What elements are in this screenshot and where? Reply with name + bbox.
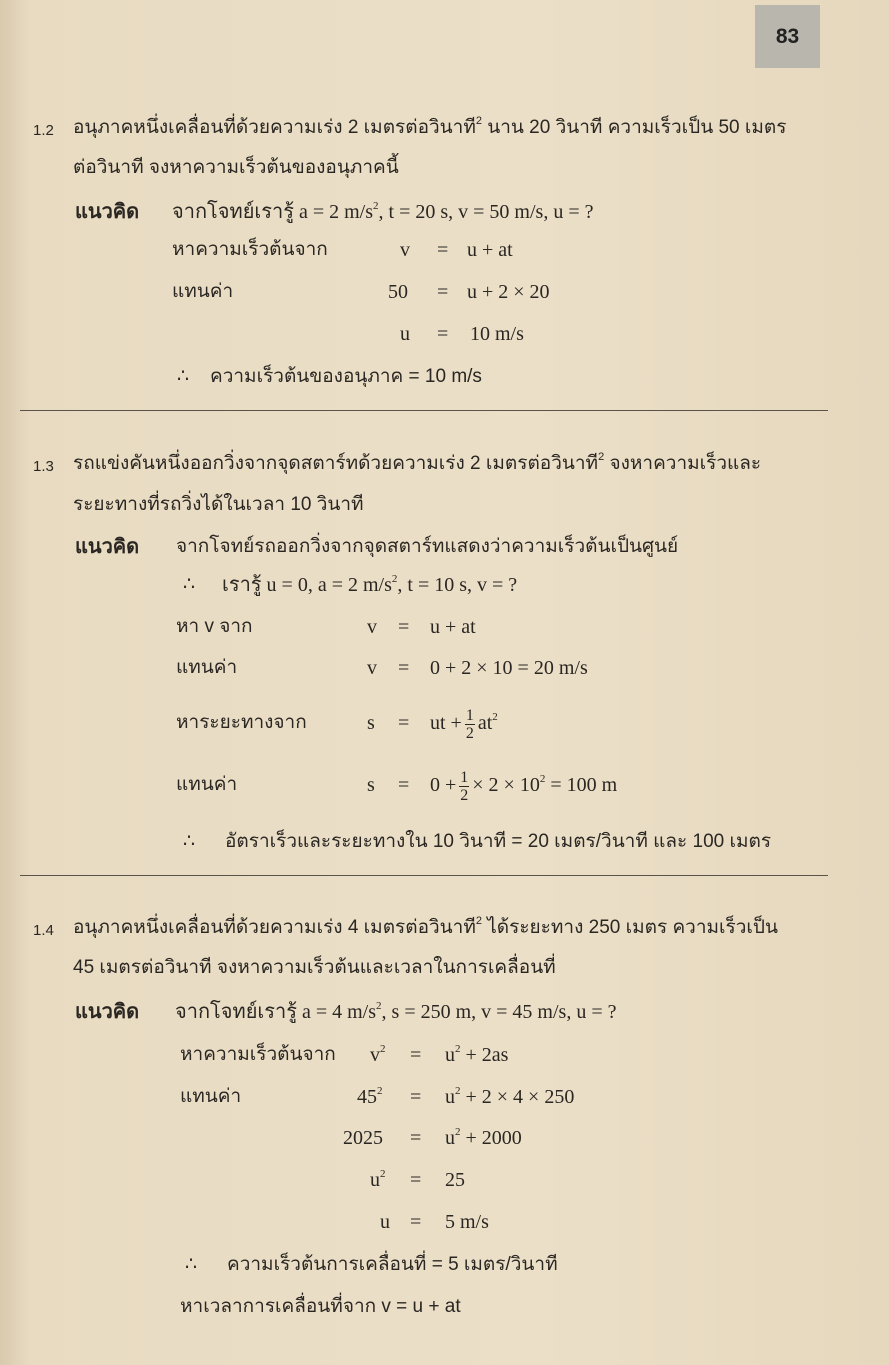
equation-rhs	[445, 1126, 522, 1150]
text: × 2 × 10	[472, 774, 540, 796]
superscript: 2	[455, 1043, 461, 1055]
step-label: หาความเร็วต้นจาก	[180, 1044, 336, 1065]
text: จงหาความเร็วและ	[604, 453, 762, 474]
text: , t = 10 s, v = ?	[397, 574, 518, 596]
fraction-one-half	[465, 707, 475, 742]
superscript: 2	[475, 115, 482, 127]
superscript: 2	[376, 1000, 382, 1012]
denominator: 2	[460, 786, 469, 804]
text: 45	[357, 1086, 377, 1108]
text: + 2as	[460, 1044, 509, 1066]
equation-rhs: 25	[445, 1169, 465, 1191]
superscript: 2	[455, 1126, 461, 1138]
equation-lhs: s	[367, 712, 375, 734]
superscript: 2	[377, 1085, 383, 1097]
step-label: หาความเร็วต้นจาก	[172, 239, 328, 260]
equation-rhs: 10 m/s	[470, 323, 524, 345]
step-label: แทนค่า	[176, 774, 238, 795]
text: จากโจทย์เรารู้ a = 2 m/s	[172, 201, 374, 223]
equation-lhs: 2025	[343, 1127, 383, 1149]
equals-sign: =	[398, 712, 410, 734]
equation-lhs	[357, 1085, 383, 1109]
problem-statement-line2: ต่อวินาที จงหาความเร็วต้นของอนุภาคนี้	[73, 157, 399, 178]
equals-sign: =	[437, 323, 449, 345]
equation-lhs: 50	[388, 281, 408, 303]
given-values	[172, 200, 593, 224]
superscript: 2	[373, 200, 379, 212]
equals-sign: =	[398, 657, 410, 679]
text: u	[445, 1127, 455, 1149]
equation-rhs	[430, 761, 617, 809]
text: , s = 250 m, v = 45 m/s, u = ?	[381, 1001, 617, 1023]
step-label: หาระยะทางจาก	[176, 712, 307, 733]
equals-sign: =	[410, 1127, 422, 1149]
text: = 100 m	[545, 774, 618, 796]
solution-label: แนวคิด	[75, 536, 140, 558]
page-number: 83	[755, 5, 820, 68]
solution-label: แนวคิด	[75, 1001, 140, 1023]
text: อนุภาคหนึ่งเคลื่อนที่ด้วยความเร่ง 4 เมตรต่อวินาที	[73, 917, 476, 938]
therefore-symbol: ∴	[183, 831, 196, 852]
text: ได้ระยะทาง 250 เมตร ความเร็วเป็น	[481, 917, 778, 938]
superscript: 2	[380, 1168, 386, 1180]
equation-rhs: 5 m/s	[445, 1211, 489, 1233]
equation-lhs: v	[400, 239, 410, 261]
text: ut +	[430, 712, 462, 734]
superscript: 2	[391, 573, 398, 585]
numerator: 1	[460, 768, 469, 786]
text: at	[477, 712, 493, 734]
superscript: 2	[598, 451, 605, 463]
superscript: 2	[539, 773, 546, 785]
equals-sign: =	[410, 1044, 422, 1066]
equals-sign: =	[398, 616, 410, 638]
equation-lhs: s	[367, 774, 375, 796]
therefore-symbol: ∴	[177, 366, 190, 387]
text: u	[445, 1044, 455, 1066]
equals-sign: =	[437, 239, 449, 261]
equation-rhs	[445, 1043, 508, 1067]
text: นาน 20 วินาที ความเร็วเป็น 50 เมตร	[481, 117, 787, 138]
time-step-line: หาเวลาการเคลื่อนที่จาก v = u + at	[180, 1296, 461, 1317]
fraction-one-half	[459, 769, 469, 804]
given-values	[175, 1000, 616, 1024]
equation-lhs: v	[367, 657, 377, 679]
superscript: 2	[492, 711, 498, 723]
equation-rhs: u + 2 × 20	[467, 281, 550, 303]
step-label: แทนค่า	[172, 281, 234, 302]
problem-number: 1.3	[33, 458, 54, 475]
equals-sign: =	[410, 1211, 422, 1233]
step-label: หา v จาก	[176, 616, 253, 637]
text: รถแข่งคันหนึ่งออกวิ่งจากจุดสตาร์ทด้วยความเร่ง 2 เมตรต่อวินาที	[73, 453, 599, 474]
text: v	[370, 1044, 380, 1066]
conclusion: ความเร็วต้นการเคลื่อนที่ = 5 เมตร/วินาที	[227, 1254, 558, 1275]
solution-label: แนวคิด	[75, 201, 140, 223]
divider	[20, 875, 828, 876]
text: + 2 × 4 × 250	[460, 1086, 575, 1108]
problem-statement-line1	[73, 916, 778, 940]
therefore-symbol: ∴	[185, 1254, 198, 1275]
equation-rhs	[430, 699, 498, 747]
problem-statement-line2: ระยะทางที่รถวิ่งได้ในเวลา 10 วินาที	[73, 494, 364, 515]
equation-lhs: v	[367, 616, 377, 638]
step-label: แทนค่า	[180, 1086, 242, 1107]
conclusion: ความเร็วต้นของอนุภาค = 10 m/s	[210, 366, 482, 387]
text: u	[370, 1169, 380, 1191]
text: u	[445, 1086, 455, 1108]
numerator: 1	[465, 706, 474, 724]
text: , t = 20 s, v = 50 m/s, u = ?	[378, 201, 594, 223]
equals-sign: =	[437, 281, 449, 303]
equals-sign: =	[410, 1086, 422, 1108]
known-values	[222, 573, 517, 597]
text: + 2000	[460, 1127, 522, 1149]
text: 0 +	[430, 774, 457, 796]
equals-sign: =	[410, 1169, 422, 1191]
problem-number: 1.2	[33, 122, 54, 139]
equation-rhs: u + at	[467, 239, 513, 261]
conclusion: อัตราเร็วและระยะทางใน 10 วินาที = 20 เมตร/วินาที และ 100 เมตร	[225, 831, 772, 852]
problem-statement-line1	[73, 116, 786, 140]
given-statement: จากโจทย์รถออกวิ่งจากจุดสตาร์ทแสดงว่าความเร็วต้นเป็นศูนย์	[176, 536, 679, 557]
problem-statement-line2: 45 เมตรต่อวินาที จงหาความเร็วต้นและเวลาในการเคลื่อนที่	[73, 957, 556, 978]
text: อนุภาคหนึ่งเคลื่อนที่ด้วยความเร่ง 2 เมตรต่อวินาที	[73, 117, 476, 138]
superscript: 2	[380, 1043, 386, 1055]
equation-lhs: u	[380, 1211, 390, 1233]
equals-sign: =	[398, 774, 410, 796]
step-label: แทนค่า	[176, 657, 238, 678]
divider	[20, 410, 828, 411]
superscript: 2	[455, 1085, 461, 1097]
superscript: 2	[475, 915, 482, 927]
denominator: 2	[465, 724, 474, 742]
equation-lhs	[370, 1168, 386, 1192]
equation-rhs: u + at	[430, 616, 476, 638]
therefore-symbol: ∴	[183, 574, 196, 595]
equation-rhs	[445, 1085, 574, 1109]
problem-statement-line1	[73, 452, 761, 476]
equation-lhs	[370, 1043, 386, 1067]
equation-lhs: u	[400, 323, 410, 345]
text: จากโจทย์เรารู้ a = 4 m/s	[175, 1001, 377, 1023]
equation-rhs: 0 + 2 × 10 = 20 m/s	[430, 657, 588, 679]
problem-number: 1.4	[33, 922, 54, 939]
text: เรารู้ u = 0, a = 2 m/s	[222, 574, 392, 596]
